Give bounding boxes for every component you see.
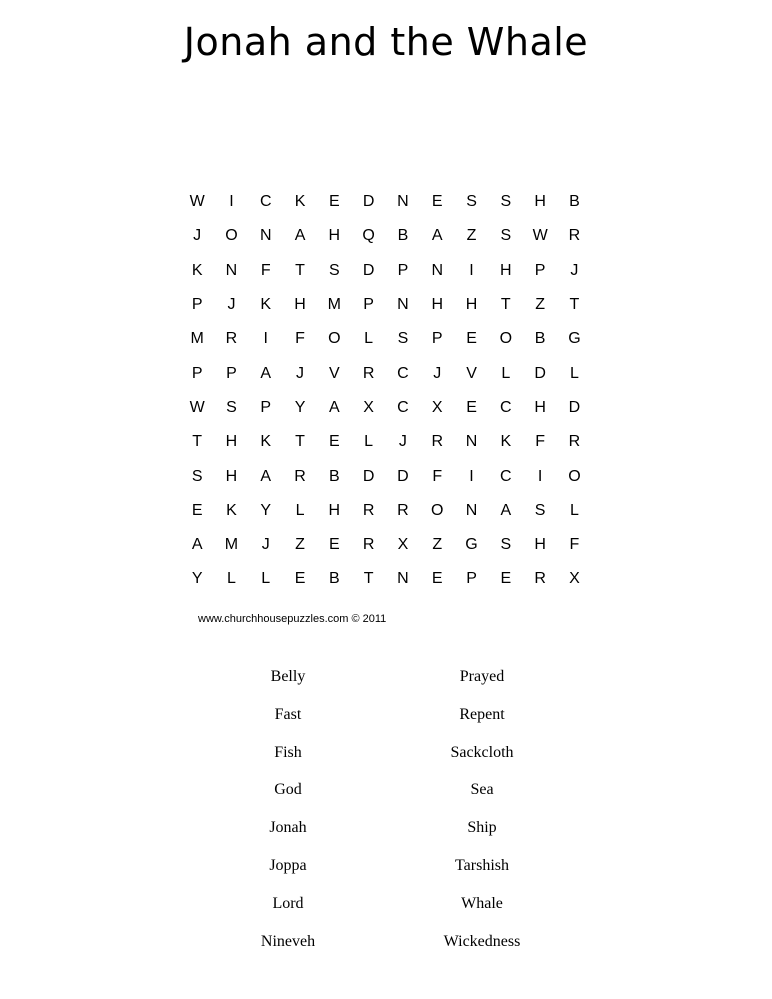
grid-letter: K (191, 261, 203, 279)
grid-letter: A (329, 398, 340, 416)
word-list-item: Wickedness (443, 932, 521, 950)
grid-letter: D (534, 364, 546, 382)
grid-letter: F (260, 261, 271, 279)
grid-letter: R (568, 433, 581, 451)
grid-letter: H (225, 467, 238, 485)
grid-letter: X (397, 536, 409, 554)
word-list-item: Fish (274, 743, 302, 761)
grid-letter: O (225, 227, 238, 245)
grid-letter: H (534, 536, 546, 554)
grid-letter: H (294, 296, 306, 314)
grid-letter: B (534, 330, 546, 348)
grid-letter: D (362, 467, 375, 485)
word-list-item: Tarshish (455, 856, 509, 874)
grid-letter: S (397, 330, 409, 348)
grid-letter: F (432, 467, 443, 485)
grid-letter: O (568, 467, 581, 485)
grid-letter: H (225, 433, 238, 451)
grid-letter: I (469, 261, 474, 279)
grid-letter: Z (466, 227, 477, 245)
grid-letter: R (362, 501, 375, 519)
grid-letter: N (465, 501, 478, 519)
grid-letter: D (362, 193, 375, 211)
grid-letter: X (569, 570, 580, 588)
grid-letter: C (500, 467, 512, 485)
grid-letter: L (261, 570, 271, 588)
grid-letter: A (191, 536, 203, 554)
grid-letter: O (499, 330, 513, 348)
word-list-item: Whale (461, 894, 503, 912)
grid-letter: M (190, 330, 204, 348)
grid-letter: X (363, 398, 374, 416)
grid-letter: P (363, 296, 374, 314)
grid-letter: N (397, 570, 409, 588)
grid-letter: D (568, 398, 581, 416)
grid-letter: N (397, 296, 409, 314)
grid-letter: T (192, 433, 203, 451)
grid-letter: W (189, 193, 205, 211)
grid-letter: N (225, 261, 238, 279)
grid-letter: N (431, 261, 443, 279)
grid-letter: C (259, 193, 272, 211)
grid-letter: H (431, 296, 443, 314)
grid-letter: S (466, 193, 477, 211)
grid-letter: K (294, 193, 306, 211)
grid-letter: L (569, 364, 579, 382)
grid-letter: P (397, 261, 409, 279)
grid-letter: B (329, 467, 340, 485)
grid-letter: Z (535, 296, 545, 314)
grid-letter: H (534, 193, 546, 211)
grid-letter: J (227, 296, 236, 314)
credit-line: www.churchhousepuzzles.com © 2011 (198, 613, 387, 625)
word-list-item: Sackcloth (450, 743, 514, 761)
grid-letter: A (260, 467, 272, 485)
grid-letter: J (193, 227, 202, 245)
grid-letter: V (466, 364, 477, 382)
grid-letter: L (501, 364, 511, 382)
grid-letter: P (260, 398, 272, 416)
grid-letter: B (569, 193, 580, 211)
grid-letter: P (534, 261, 546, 279)
grid-letter: K (226, 501, 237, 519)
grid-letter: A (260, 364, 272, 382)
grid-letter: P (226, 364, 237, 382)
grid-letter: X (431, 398, 443, 416)
letter-grid (180, 185, 592, 597)
grid-letter: S (191, 467, 203, 485)
grid-letter: Z (432, 536, 443, 554)
grid-letter: C (397, 364, 409, 382)
grid-letter: T (363, 570, 374, 588)
grid-letter: L (295, 501, 305, 519)
word-list-item: Jonah (269, 819, 307, 837)
grid-letter: G (568, 330, 581, 348)
word-list-item: Belly (270, 668, 306, 685)
grid-letter: H (534, 398, 546, 416)
word-list-item: Prayed (459, 668, 505, 685)
grid-letter: S (534, 501, 546, 519)
word-list-item: God (274, 781, 302, 799)
grid-letter: R (362, 364, 375, 382)
grid-letter: A (500, 501, 512, 519)
grid-letter: J (296, 364, 305, 382)
grid-letter: C (500, 398, 512, 416)
grid-letter: F (569, 536, 580, 554)
grid-letter: F (295, 330, 305, 348)
grid-letter: E (431, 193, 443, 211)
grid-letter: R (568, 227, 581, 245)
grid-letter: E (191, 501, 203, 519)
grid-letter: C (397, 398, 409, 416)
grid-letter: B (397, 227, 409, 245)
grid-letter: O (431, 501, 444, 519)
grid-letter: A (431, 227, 443, 245)
grid-letter: S (500, 193, 512, 211)
grid-letter: I (537, 467, 543, 485)
word-list (193, 668, 577, 970)
grid-letter: I (263, 330, 268, 348)
grid-letter: R (397, 501, 409, 519)
grid-letter: Y (294, 398, 306, 416)
grid-letter: K (500, 433, 512, 451)
grid-letter: J (433, 364, 442, 382)
grid-letter: T (295, 261, 305, 279)
word-list-item: Nineveh (260, 932, 316, 950)
grid-letter: P (431, 330, 443, 348)
word-list-item: Sea (470, 781, 494, 799)
word-list-item: Repent (459, 705, 505, 723)
grid-letter: H (328, 227, 341, 245)
grid-letter: E (466, 398, 477, 416)
grid-letter: Y (191, 570, 203, 588)
grid-letter: H (328, 501, 341, 519)
grid-letter: B (329, 570, 340, 588)
grid-letter: M (224, 536, 239, 554)
word-list-item: Joppa (269, 856, 307, 874)
grid-letter: N (465, 433, 478, 451)
grid-letter: R (534, 570, 546, 588)
grid-letter: T (500, 296, 511, 314)
word-list-item: Fast (274, 705, 302, 723)
grid-letter: E (500, 570, 512, 588)
grid-letter: M (327, 296, 341, 314)
grid-letter: E (466, 330, 477, 348)
grid-letter: E (329, 536, 340, 554)
grid-letter: Q (362, 227, 375, 245)
grid-letter: P (191, 364, 203, 382)
grid-letter: O (328, 330, 341, 348)
grid-letter: K (260, 433, 272, 451)
grid-letter: I (469, 467, 474, 485)
grid-letter: Z (295, 536, 305, 554)
grid-letter: N (259, 227, 272, 245)
grid-letter: R (225, 330, 238, 348)
grid-letter: T (295, 433, 305, 451)
grid-letter: P (466, 570, 477, 588)
grid-letter: E (294, 570, 306, 588)
grid-letter: P (191, 296, 203, 314)
grid-letter: W (189, 398, 205, 416)
grid-letter: K (260, 296, 272, 314)
word-list-item: Ship (467, 819, 497, 837)
grid-letter: A (294, 227, 306, 245)
grid-letter: D (397, 467, 409, 485)
grid-letter: S (329, 261, 340, 279)
page-title: Jonah and the Whale (183, 20, 589, 64)
grid-letter: L (364, 433, 374, 451)
grid-letter: J (398, 433, 407, 451)
grid-letter: L (364, 330, 374, 348)
grid-letter: L (569, 501, 579, 519)
grid-letter: N (397, 193, 409, 211)
word-list-item: Lord (272, 894, 304, 912)
grid-letter: R (294, 467, 306, 485)
grid-letter: G (465, 536, 478, 554)
grid-letter: W (532, 227, 548, 245)
grid-letter: S (500, 227, 512, 245)
grid-letter: J (261, 536, 270, 554)
grid-letter: R (431, 433, 443, 451)
grid-letter: H (465, 296, 478, 314)
grid-letter: T (569, 296, 580, 314)
grid-letter: I (229, 193, 234, 211)
grid-letter: S (226, 398, 237, 416)
grid-letter: V (329, 364, 340, 382)
grid-letter: L (226, 570, 236, 588)
grid-letter: E (431, 570, 443, 588)
grid-letter: S (500, 536, 512, 554)
grid-letter: E (329, 433, 340, 451)
grid-letter: F (535, 433, 545, 451)
grid-letter: J (570, 261, 579, 279)
grid-letter: D (362, 261, 375, 279)
grid-letter: R (362, 536, 375, 554)
grid-letter: E (329, 193, 340, 211)
grid-letter: H (500, 261, 512, 279)
grid-letter: Y (260, 501, 272, 519)
